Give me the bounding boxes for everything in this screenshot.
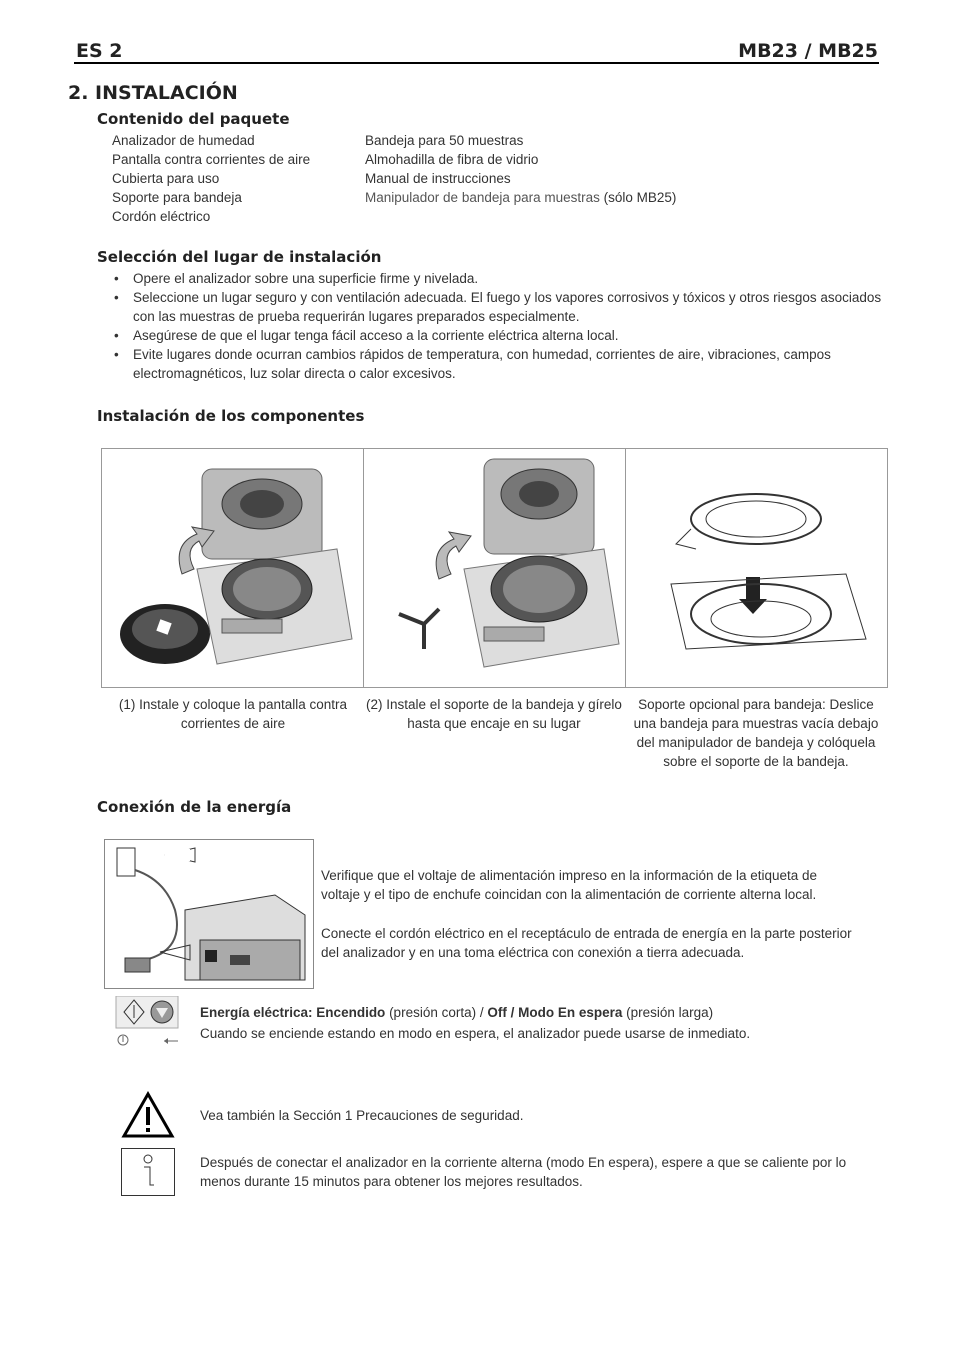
list-item-gray: Manipulador de bandeja para muestras — [365, 190, 600, 205]
list-item-suffix: (sólo MB25) — [599, 190, 677, 205]
analyzer-photo-2 — [364, 449, 625, 687]
figure-pan-handler — [626, 449, 887, 687]
warning-icon — [121, 1091, 175, 1144]
pan-handler-drawing — [626, 449, 887, 687]
power-on-tail: (presión corta) / — [385, 1005, 488, 1020]
bullet-item: • Evite lugares donde ocurran cambios rápidos de temperatura, con humedad, corrientes de aire, vibraciones, campos electromagnéticos, luz solar directa o calor excesivos. — [112, 345, 892, 383]
section-title: 2. INSTALACIÓN — [68, 82, 238, 104]
power-off-label: Off / Modo En espera — [487, 1005, 623, 1020]
power-cord-drawing — [105, 840, 313, 988]
power-key-icon — [114, 996, 181, 1048]
location-heading: Selección del lugar de instalación — [97, 248, 382, 266]
package-list-left — [112, 131, 362, 226]
figure-pan-support — [364, 449, 626, 687]
list-item: Almohadilla de fibra de vidrio — [365, 152, 539, 167]
page-header — [74, 40, 879, 64]
list-item: Soporte para bandeja — [112, 190, 242, 205]
power-connection-figure — [104, 839, 314, 989]
page-number: ES 2 — [76, 40, 123, 62]
list-item: Manual de instrucciones — [365, 171, 511, 186]
package-heading: Contenido del paquete — [97, 110, 290, 128]
caption-1: (1) Instale y coloque la pantalla contra corrientes de aire — [118, 697, 348, 731]
power-key-figure — [114, 996, 181, 1048]
power-off-tail: (presión larga) — [622, 1005, 714, 1020]
power-paragraph-2: Conecte el cordón eléctrico en el receptáculo de entrada de energía en la parte posterior del analizador y en una toma eléctrica con conexión a tierra adecuada. — [321, 926, 852, 960]
location-bullets — [112, 269, 892, 383]
list-item: Cordón eléctrico — [112, 209, 211, 224]
package-list-right — [365, 131, 865, 207]
list-item: Cubierta para uso — [112, 171, 220, 186]
caption-2: (2) Instale el soporte de la bandeja y gírelo hasta que encaje en su lugar — [366, 697, 622, 731]
components-heading: Instalación de los componentes — [97, 407, 365, 425]
power-key-line-2: Cuando se enciende estando en modo en espera, el analizador puede usarse de inmediato. — [200, 1026, 751, 1041]
bullet-item: • Seleccione un lugar seguro y con ventilación adecuada. El fuego y los vapores corrosivos y tóxicos y otros riesgos asociados con las muestras de prueba requerirán lugares preparados especialmente. — [112, 288, 892, 326]
warning-text: Vea también la Sección 1 Precauciones de seguridad. — [200, 1108, 524, 1123]
analyzer-photo-1 — [102, 449, 363, 687]
list-item: Bandeja para 50 muestras — [365, 133, 524, 148]
power-on-label: Energía eléctrica: Encendido — [200, 1005, 386, 1020]
caption-3: Soporte opcional para bandeja: Deslice una bandeja para muestras vacía debajo del manipulador de bandeja y colóquela sobre el soporte de la bandeja. — [633, 697, 879, 769]
power-heading: Conexión de la energía — [97, 798, 292, 816]
model-name: MB23 / MB25 — [738, 40, 878, 62]
list-item — [365, 188, 865, 207]
bullet-item: • Asegúrese de que el lugar tenga fácil acceso a la corriente eléctrica alterna local. — [112, 326, 892, 345]
figure-draft-shield — [102, 449, 364, 687]
power-paragraph-1: Verifique que el voltaje de alimentación impreso en la información de la etiqueta de voltaje y el tipo de enchufe coincidan con la alimentación de corriente alterna local. — [321, 868, 818, 902]
components-figure-table — [101, 448, 888, 688]
power-key-line-1 — [200, 1003, 880, 1022]
bullet-item: • Opere el analizador sobre una superficie firme y nivelada. — [112, 269, 892, 288]
info-text: Después de conectar el analizador en la corriente alterna (modo En espera), espere a que se caliente por lo menos durante 15 minutos para obtener los mejores resultados. — [200, 1155, 847, 1189]
list-item: Pantalla contra corrientes de aire — [112, 152, 311, 167]
info-icon — [121, 1148, 175, 1196]
list-item: Analizador de humedad — [112, 133, 255, 148]
